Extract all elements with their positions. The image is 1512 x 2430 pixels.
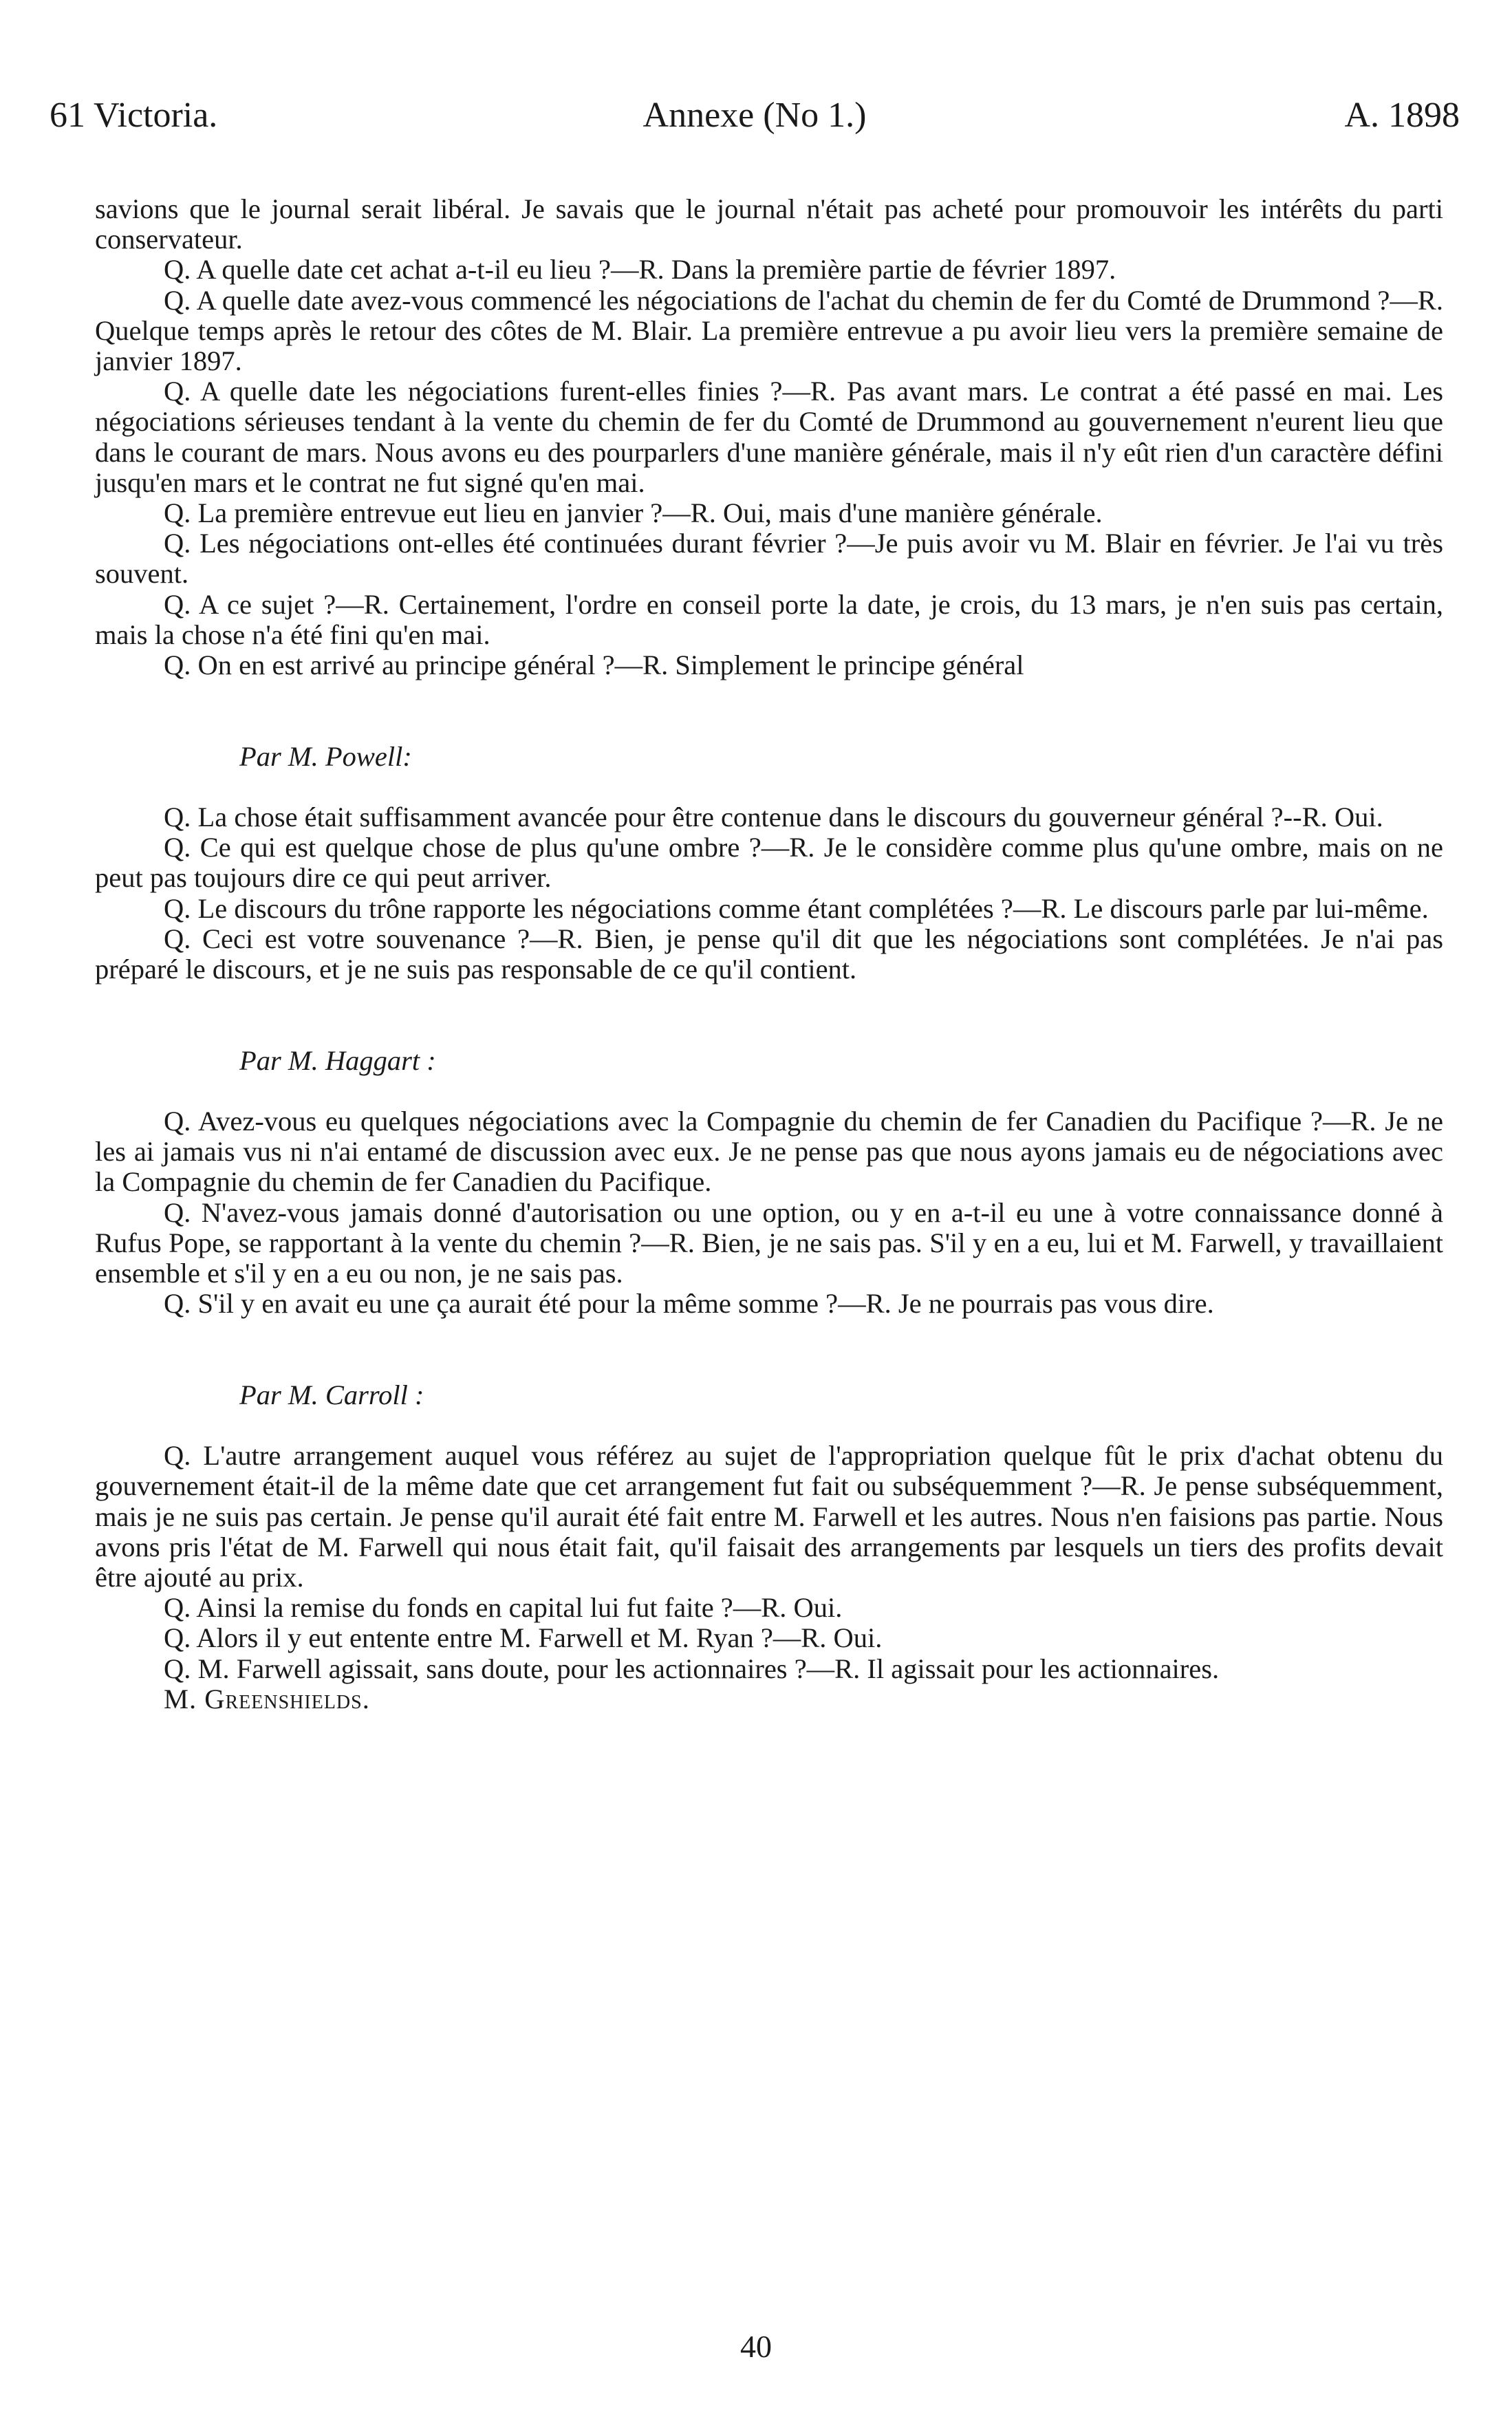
signature-name: M. Greenshields. — [164, 1683, 370, 1714]
witness-signature — [95, 1684, 1443, 1714]
header-session: 61 Victoria. — [50, 96, 218, 135]
section-heading-carroll — [95, 1380, 1443, 1410]
paragraph: Q. La chose était suffisamment avancée pour être contenue dans le discours du gouverneur général ?--R. Oui. — [164, 802, 1383, 833]
paragraph: Q. Les négociations ont-elles été continuées durant février ?—Je puis avoir vu M. Blair en février. Je l'ai vu très souvent. — [95, 528, 1443, 590]
section-heading-powell — [95, 742, 1443, 772]
paragraph: Q. L'autre arrangement auquel vous référez au sujet de l'appropriation quelque fût le prix d'achat obtenu du gouvernement était-il de la même date que cet arrangement fut fait ou subséquemment ?—R. Je pense subséquemment, mais je ne suis pas certain. Je pense qu'il aurait été fait entre M. Farwell et les autres. Nous n'en faisions pas partie. Nous avons pris l'état de M. Farwell qui nous était fait, qu'il faisait des arrangements par lesquels un tiers des profits devait être ajouté au prix. — [95, 1440, 1443, 1593]
section-heading-haggart — [95, 1046, 1443, 1076]
header-year: A. 1898 — [1344, 96, 1460, 135]
document-body — [95, 194, 1443, 1714]
paragraph: savions que le journal serait libéral. Je savais que le journal n'était pas acheté pour promouvoir les intérêts du parti conservateur. — [95, 193, 1443, 255]
paragraph: Q. A ce sujet ?—R. Certainement, l'ordre en conseil porte la date, je crois, du 13 mars, je n'en suis pas certain, mais la chose n'a été fini qu'en mai. — [95, 588, 1443, 650]
paragraph: Q. La première entrevue eut lieu en janvier ?—R. Oui, mais d'une manière générale. — [164, 497, 1103, 529]
section-heading: Par M. Powell: — [239, 740, 412, 772]
paragraph: Q. Le discours du trône rapporte les négociations comme étant complétées ?—R. Le discours parle par lui-même. — [164, 892, 1429, 924]
paragraph: Q. A quelle date avez-vous commencé les négociations de l'achat du chemin de fer du Comté de Drummond ?—R. Quelque temps après le retour des côtes de M. Blair. La première entrevue a pu avoir lieu vers la première semaine de janvier 1897. — [95, 284, 1443, 377]
paragraph: Q. A quelle date cet achat a-t-il eu lieu ?—R. Dans la première partie de février 1897. — [164, 254, 1116, 286]
paragraph: Q. N'avez-vous jamais donné d'autorisation ou une option, ou y en a-t-il eu une à votre connaissance donné à Rufus Pope, se rapportant à la vente du chemin ?—R. Bien, je ne sais pas. S'il y en a eu, lui et M. Farwell, y travaillaient ensemble et s'il y en a eu ou non, je ne sais pas. — [95, 1196, 1443, 1289]
header-annex: Annexe (No 1.) — [642, 96, 867, 135]
paragraph: Q. Ce qui est quelque chose de plus qu'une ombre ?—R. Je le considère comme plus qu'une ombre, mais on ne peut pas toujours dire ce qui peut arriver. — [95, 832, 1443, 894]
section-heading: Par M. Carroll : — [239, 1379, 424, 1410]
paragraph: Q. Ceci est votre souvenance ?—R. Bien, je pense qu'il dit que les négociations sont complétées. Je n'ai pas préparé le discours, et je ne suis pas responsable de ce qu'il contient. — [95, 923, 1443, 985]
page-number: 40 — [740, 2329, 772, 2364]
paragraph: Q. On en est arrivé au principe général ?—R. Simplement le principe général — [164, 649, 1024, 681]
paragraph: Q. Avez-vous eu quelques négociations avec la Compagnie du chemin de fer Canadien du Pacifique ?—R. Je ne les ai jamais vus ni n'ai entamé de discussion avec eux. Je ne pense pas que nous ayons jamais eu de négociations avec la Compagnie du chemin de fer Canadien du Pacifique. — [95, 1106, 1443, 1198]
paragraph: Q. Ainsi la remise du fonds en capital lui fut faite ?—R. Oui. — [164, 1592, 843, 1624]
paragraph: Q. M. Farwell agissait, sans doute, pour les actionnaires ?—R. Il agissait pour les actionnaires. — [164, 1653, 1220, 1684]
paragraph: Q. S'il y en avait eu une ça aurait été pour la même somme ?—R. Je ne pourrais pas vous dire. — [164, 1288, 1214, 1320]
paragraph: Q. A quelle date les négociations furent-elles finies ?—R. Pas avant mars. Le contrat a été passé en mai. Les négociations sérieuses tendant à la vente du chemin de fer du Comté de Drummond au gouvernement n'eurent lieu que dans le courant de mars. Nous avons eu des pourparlers d'une manière générale, mais il n'y eût rien d'un caractère défini jusqu'en mars et le contrat ne fut signé qu'en mai. — [95, 376, 1443, 498]
running-header — [50, 95, 1460, 150]
section-heading: Par M. Haggart : — [239, 1044, 436, 1076]
paragraph: Q. Alors il y eut entente entre M. Farwell et M. Ryan ?—R. Oui. — [164, 1622, 883, 1654]
